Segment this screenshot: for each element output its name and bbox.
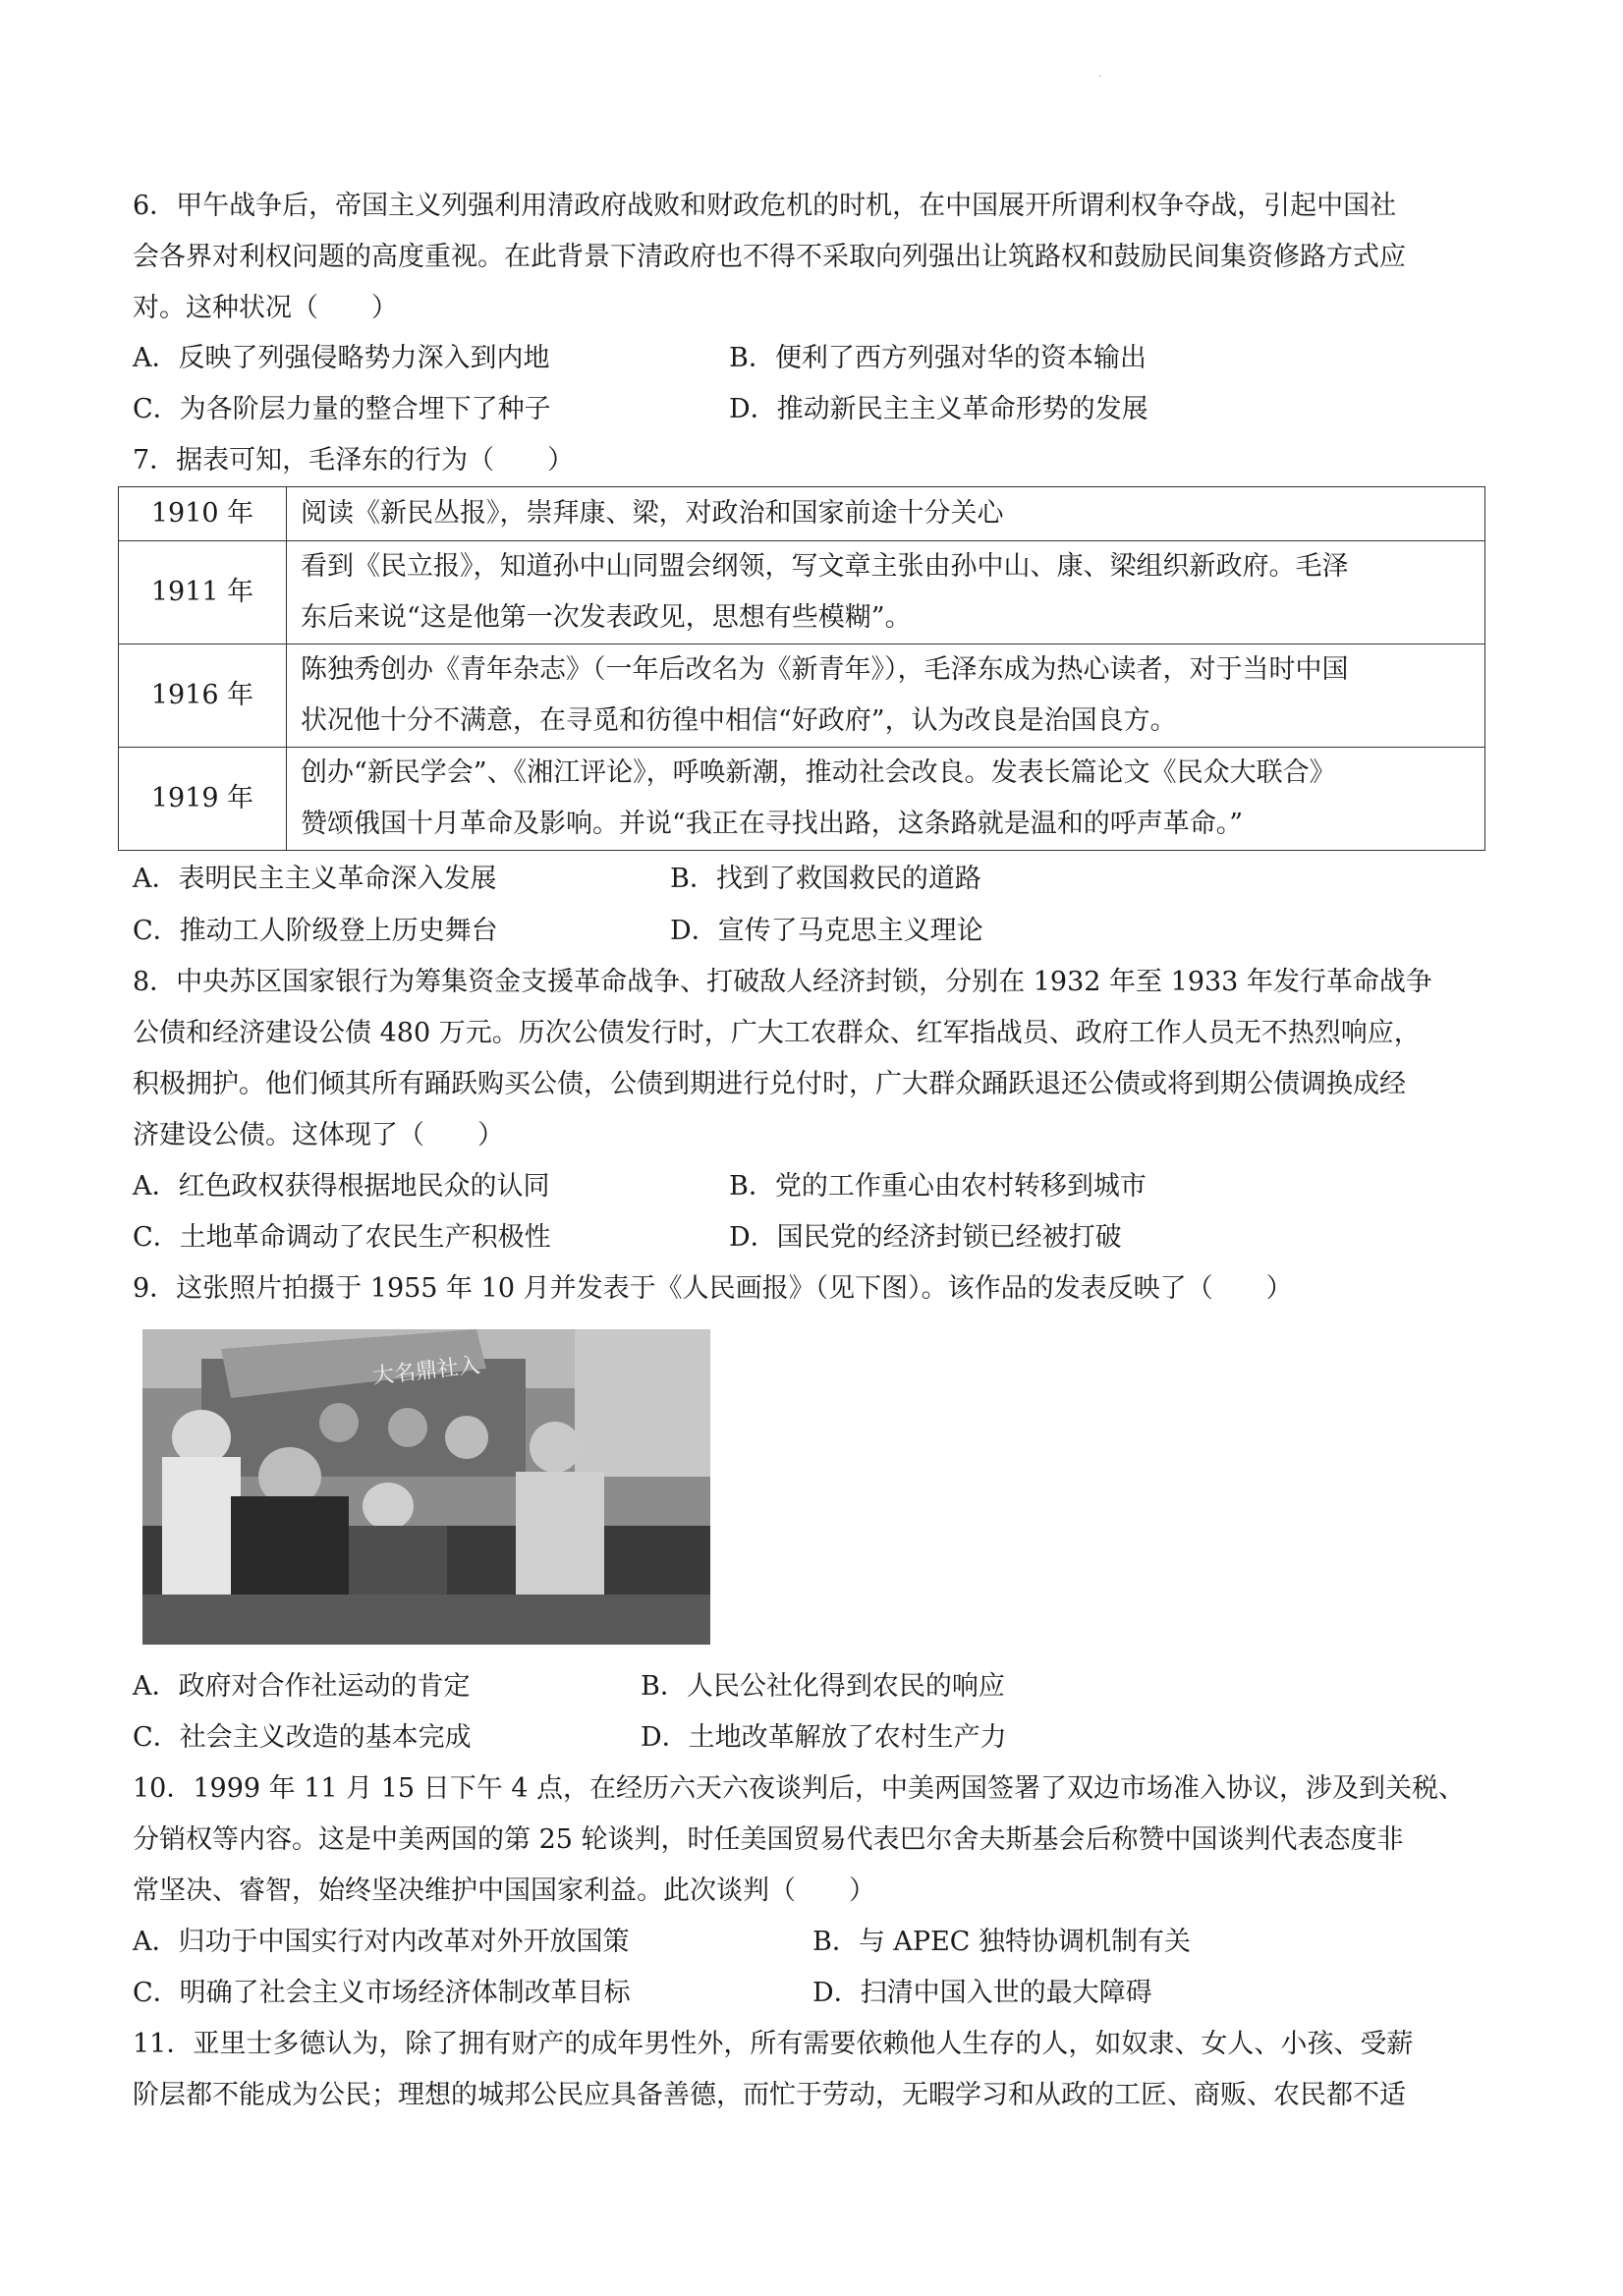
q11-line-2: 阶层都不能成为公民；理想的城邦公民应具备善德，而忙于劳动，无暇学习和从政的工匠、商贩、农民都不适 xyxy=(133,2080,1406,2110)
event-text: 看到《民立报》，知道孙中山同盟会纲领，写文章主张由孙中山、康、梁组织新政府。毛泽 xyxy=(301,551,1349,582)
q10-line-1: 10．1999 年 11 月 15 日下午 4 点，在经历六天六夜谈判后，中美两国签署了双边市场准入协议，涉及到关税、 xyxy=(133,1773,1466,1804)
event-text: 陈独秀创办《青年杂志》（一年后改名为《新青年》），毛泽东成为热心读者，对于当时中国 xyxy=(301,654,1349,685)
q8-line-3: 积极拥护。他们倾其所有踊跃购买公债，公债到期进行兑付时，广大群众踊跃退还公债或将到期公债调换成经 xyxy=(133,1069,1406,1099)
q9-stem: 9．这张照片拍摄于 1955 年 10 月并发表于《人民画报》（见下图）。该作品的发表反映了（ ） xyxy=(133,1273,1293,1304)
q6-option-a[interactable]: A．反映了列强侵略势力深入到内地 xyxy=(133,343,550,373)
q7-option-d[interactable]: D．宣传了马克思主义理论 xyxy=(670,916,983,946)
q8-option-d[interactable]: D．国民党的经济封锁已经被打破 xyxy=(729,1222,1122,1253)
q8-line-2: 公债和经济建设公债 480 万元。历次公债发行时，广大工农群众、红军指战员、政府工作人员无不热烈响应， xyxy=(133,1018,1421,1048)
q11-line-1: 11．亚里士多德认为，除了拥有财产的成年男性外，所有需要依赖他人生存的人，如奴隶、女人、小孩、受薪 xyxy=(133,2029,1414,2059)
event-text: 东后来说“这是他第一次发表政见，思想有些模糊”。 xyxy=(301,602,912,633)
table-row xyxy=(119,487,1485,541)
top-dot: . xyxy=(1098,69,1102,80)
year-cell: 1910 年 xyxy=(119,487,287,541)
event-cell xyxy=(287,644,1485,748)
q10-line-3: 常坚决、睿智，始终坚决维护中国国家利益。此次谈判（ ） xyxy=(133,1876,875,1906)
q7-option-a[interactable]: A．表明民主主义革命深入发展 xyxy=(133,864,497,894)
event-text: 创办“新民学会”、《湘江评论》，呼唤新潮，推动社会改良。发表长篇论文《民众大联合》 xyxy=(301,757,1336,788)
q8-option-c[interactable]: C．土地革命调动了农民生产积极性 xyxy=(133,1222,551,1253)
q7-option-b[interactable]: B．找到了救国救民的道路 xyxy=(670,864,981,894)
q9-option-d[interactable]: D．土地改革解放了农村生产力 xyxy=(641,1722,1007,1753)
q8-line-1: 8．中央苏区国家银行为筹集资金支援革命战争、打破敌人经济封锁，分别在 1932 年至 1933 年发行革命战争 xyxy=(133,967,1432,997)
q6-line-3: 对。这种状况（ ） xyxy=(133,293,398,323)
q10-line-2: 分销权等内容。这是中美两国的第 25 轮谈判，时任美国贸易代表巴尔舍夫斯基会后称赞中国谈判代表态度非 xyxy=(133,1824,1404,1855)
year-cell: 1916 年 xyxy=(119,644,287,748)
q6-option-b[interactable]: B．便利了西方列强对华的资本输出 xyxy=(729,343,1147,373)
q10-option-c[interactable]: C．明确了社会主义市场经济体制改革目标 xyxy=(133,1978,631,2008)
q9-option-a[interactable]: A．政府对合作社运动的肯定 xyxy=(133,1671,471,1702)
q7-stem: 7．据表可知，毛泽东的行为（ ） xyxy=(133,445,575,476)
q9-option-c[interactable]: C．社会主义改造的基本完成 xyxy=(133,1722,472,1753)
q9-option-b[interactable]: B．人民公社化得到农民的响应 xyxy=(641,1671,1005,1702)
event-cell xyxy=(287,487,1485,541)
cooperative-photo xyxy=(142,1329,710,1645)
q7-year-table xyxy=(118,486,1485,851)
q7-option-c[interactable]: C．推动工人阶级登上历史舞台 xyxy=(133,916,498,946)
q6-option-d[interactable]: D．推动新民主主义革命形势的发展 xyxy=(729,394,1148,424)
q10-option-d[interactable]: D．扫清中国入世的最大障碍 xyxy=(812,1978,1152,2008)
photo-sign-text: 大名鼎社入 xyxy=(371,1353,482,1389)
table-row xyxy=(119,644,1485,748)
event-text: 赞颂俄国十月革命及影响。并说“我正在寻找出路，这条路就是温和的呼声革命。” xyxy=(301,809,1244,839)
q8-option-b[interactable]: B．党的工作重心由农村转移到城市 xyxy=(729,1171,1147,1202)
event-cell xyxy=(287,748,1485,851)
event-text: 状况他十分不满意，在寻觅和彷徨中相信“好政府”，认为改良是治国良方。 xyxy=(301,705,1177,736)
photo-drawing xyxy=(142,1329,710,1645)
event-text: 阅读《新民丛报》，崇拜康、梁，对政治和国家前途十分关心 xyxy=(301,498,1004,529)
q8-option-a[interactable]: A．红色政权获得根据地民众的认同 xyxy=(133,1171,550,1202)
year-cell: 1919 年 xyxy=(119,748,287,851)
q8-line-4: 济建设公债。这体现了（ ） xyxy=(133,1120,504,1150)
table-row xyxy=(119,748,1485,851)
q6-option-c[interactable]: C．为各阶层力量的整合埋下了种子 xyxy=(133,394,551,424)
year-cell: 1911 年 xyxy=(119,541,287,644)
q10-option-a[interactable]: A．归功于中国实行对内改革对外开放国策 xyxy=(133,1927,630,1957)
q6-line-2: 会各界对利权问题的高度重视。在此背景下清政府也不得不采取向列强出让筑路权和鼓励民间集资修路方式应 xyxy=(133,242,1406,272)
q10-option-b[interactable]: B．与 APEC 独特协调机制有关 xyxy=(812,1927,1192,1957)
table-row xyxy=(119,541,1485,644)
event-cell xyxy=(287,541,1485,644)
q6-line-1: 6．甲午战争后，帝国主义列强利用清政府战败和财政危机的时机，在中国展开所谓利权争夺战，引起中国社 xyxy=(133,191,1397,221)
